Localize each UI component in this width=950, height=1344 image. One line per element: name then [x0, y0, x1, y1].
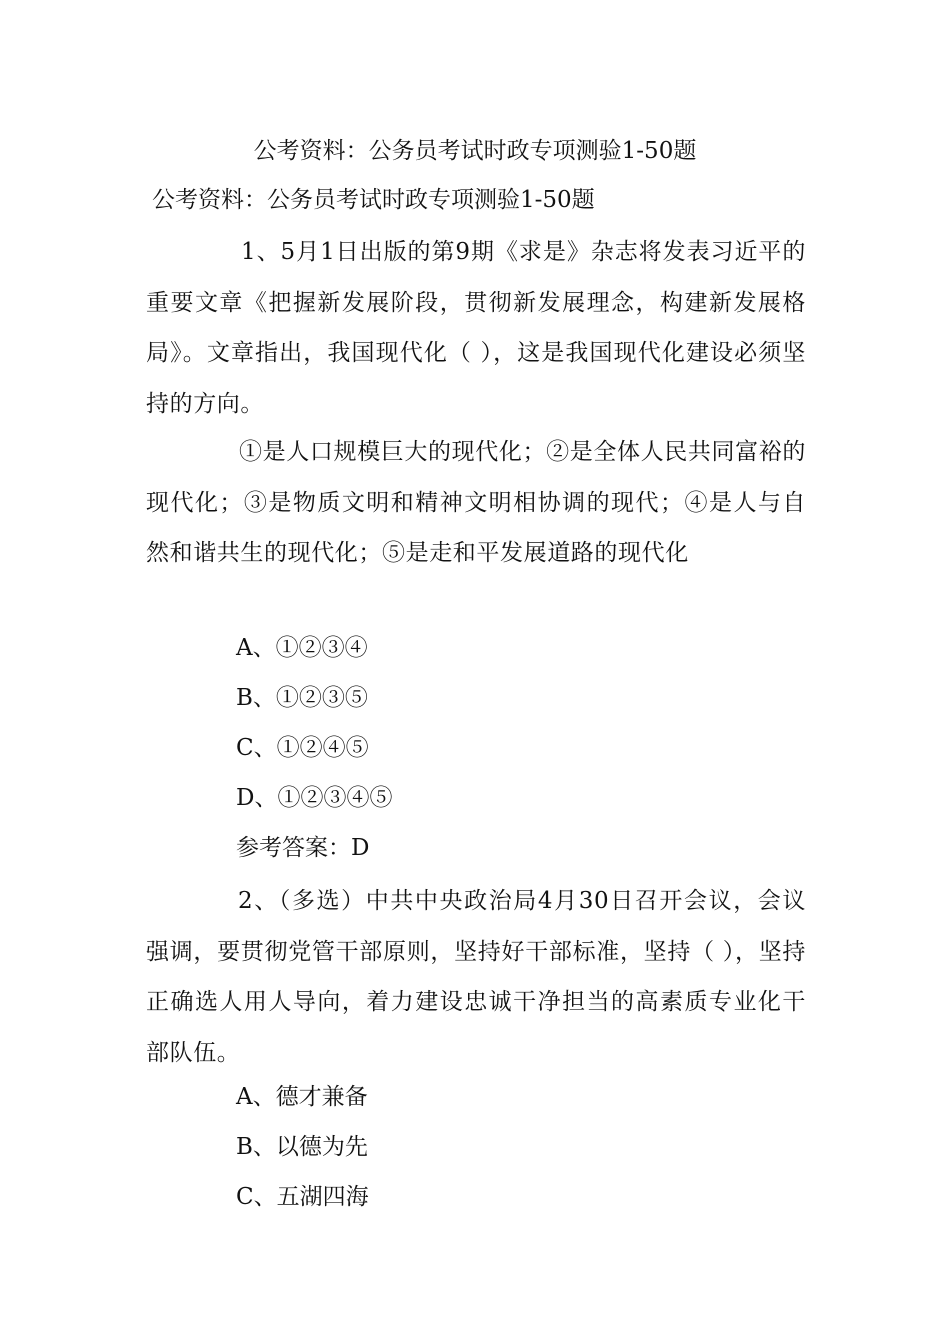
question-1-statements: ①是人口规模巨大的现代化；②是全体人民共同富裕的现代化；③是物质文明和精神文明相协调的现代；④是人与自然和谐共生的现代化；⑤是走和平发展道路的现代化 [146, 439, 806, 566]
question-2-stem: 2、（多选）中共中央政治局4月30日召开会议，会议强调，要贯彻党管干部原则，坚持好干部标准，坚持（ ），坚持正确选人用人导向，着力建设忠诚干净担当的高素质专业化干部队伍。 [146, 888, 806, 1066]
document-title-centered: 公考资料：公务员考试时政专项测验1-50题 [253, 138, 697, 164]
question-1-option-d: D、①②③④⑤ [236, 785, 393, 811]
question-2-option-b: B、以德为先 [236, 1134, 368, 1160]
question-1-option-c: C、①②④⑤ [236, 735, 369, 761]
document-title-repeated: 公考资料：公务员考试时政专项测验1-50题 [152, 187, 595, 213]
question-1-stem: 1、5月1日出版的第9期《求是》杂志将发表习近平的重要文章《把握新发展阶段，贯彻新发展理念，构建新发展格局》。文章指出，我国现代化（ ），这是我国现代化建设必须坚持的方向。 [146, 239, 806, 417]
question-1-option-a: A、①②③④ [236, 635, 368, 661]
question-1-answer: 参考答案：D [236, 835, 370, 861]
question-2-option-a: A、德才兼备 [236, 1084, 368, 1110]
question-2-option-c: C、五湖四海 [236, 1184, 369, 1210]
question-1-option-b: B、①②③⑤ [236, 685, 368, 711]
